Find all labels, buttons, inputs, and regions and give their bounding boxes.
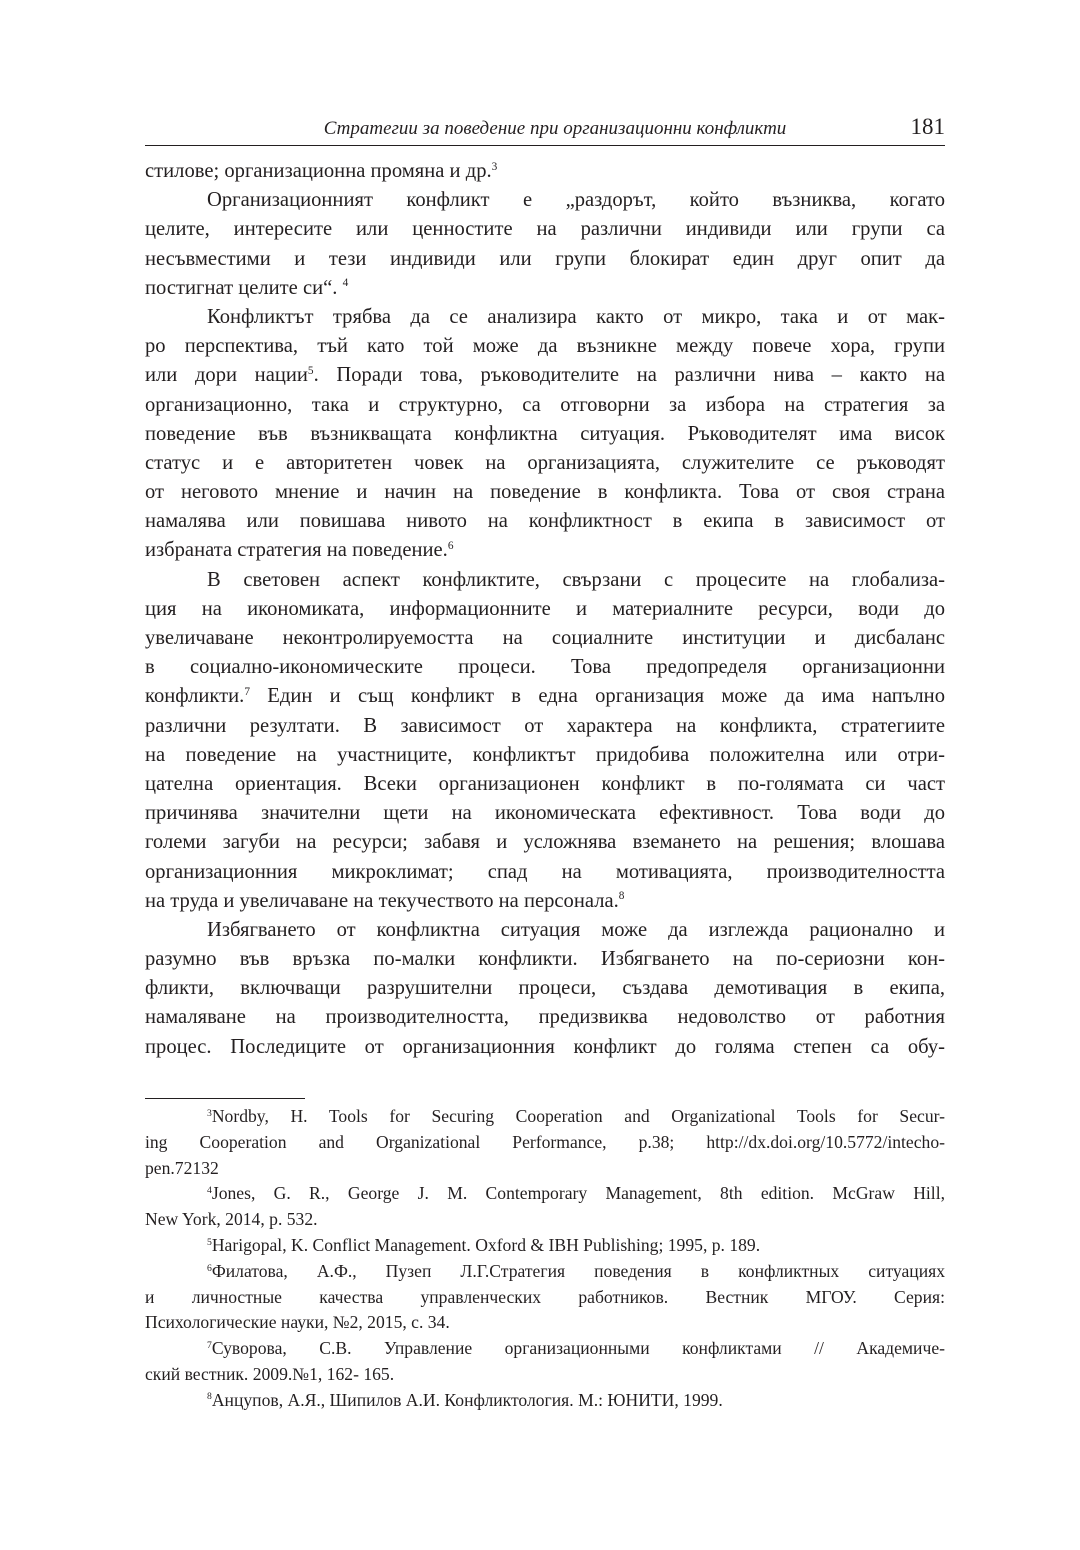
footnote-text: ский вестник. 2009.№1, 162- 165. — [145, 1363, 395, 1384]
body-line — [145, 303, 945, 332]
body-line — [145, 566, 945, 595]
line-text: Избягването от конфликтна ситуация може да изглежда рационално и — [207, 918, 945, 941]
footnote-line — [145, 1233, 945, 1259]
footnote-text: Суворова, С.В. Управление организационными конфликтами // Академиче- — [211, 1338, 945, 1359]
line-text: намалява или повишава нивото на конфликтност в екипа в зависимост от — [145, 510, 945, 533]
body-line — [145, 653, 945, 682]
footnote-text: Harigopal, K. Conflict Management. Oxford & IBH Publishing; 1995, p. 189. — [211, 1234, 761, 1255]
page-number: 181 — [910, 114, 945, 139]
footnote-text: Анцупов, А.Я., Шипилов А.И. Конфликтология. М.: ЮНИТИ, 1999. — [211, 1389, 723, 1410]
header-rule — [145, 145, 945, 146]
footnote-separator — [145, 1098, 305, 1099]
line-text: цателна ориентация. Всеки организационен конфликт в по-голямата си част — [145, 772, 945, 795]
running-title: Стратегии за поведение при организационни конфликти — [323, 118, 787, 139]
footnote-text: New York, 2014, p. 532. — [145, 1209, 318, 1230]
line-text: ро перспектива, тъй като той може да възникне между повече хора, групи — [145, 335, 945, 358]
footnote-number: 4 — [207, 1185, 212, 1197]
line-text: разумно във връзка по-малки конфликти. Избягването на по-сериозни кон- — [145, 948, 945, 971]
line-text: или дори нации — [145, 364, 308, 387]
line-text: на поведение на участниците, конфликтът придобива положителна или отри- — [145, 743, 945, 766]
body-line — [145, 799, 945, 828]
line-text: намаляване на производителността, предизвиква недоволство от работния — [145, 1006, 945, 1029]
footnote-text: Nordby, H. Tools for Securing Cooperation and Organizational Tools for Secur- — [211, 1106, 945, 1126]
body-line — [145, 478, 945, 507]
footnote-ref: 7 — [244, 686, 250, 699]
footnote-line — [145, 1156, 945, 1182]
footnote-line — [145, 1130, 945, 1156]
footnote-line — [145, 1362, 945, 1388]
footnote-ref: 6 — [447, 540, 454, 553]
line-text: организационния микроклимат; спад на мотивацията, производителността — [145, 860, 945, 883]
body-line — [145, 245, 945, 274]
footnote-line — [145, 1388, 945, 1414]
footnote-ref: 5 — [307, 364, 314, 377]
footnote-text: Jones, G. R., George J. M. Contemporary Management, 8th edition. McGraw Hill, — [211, 1183, 945, 1204]
body-line — [145, 361, 945, 390]
line-text-cont: . Поради това, ръководителите на различни нива – както на — [313, 364, 945, 387]
line-text: ция на икономиката, информационните и материалните ресурси, води до — [145, 597, 945, 620]
line-text: несъвместими и тези индивиди или групи блокират един друг опит да — [145, 247, 945, 270]
line-text: фликти, включващи разрушителни процеси, създава демотивация в екипа, — [145, 977, 945, 1000]
footnote-number: 5 — [207, 1236, 212, 1248]
footnote-text: Психологические науки, №2, 2015, с. 34. — [145, 1312, 450, 1333]
body-line — [145, 215, 945, 244]
body-line — [145, 624, 945, 653]
footnote-ref: 4 — [342, 277, 349, 290]
body-line — [145, 391, 945, 420]
body-line — [145, 712, 945, 741]
body-text — [145, 157, 945, 1062]
footnote-number: 3 — [207, 1107, 212, 1119]
line-text: статус и е авторитетен човек на организацията, служителите се ръководят — [145, 451, 945, 474]
line-text: конфликти. — [145, 685, 245, 708]
body-line — [145, 887, 945, 916]
line-text: избраната стратегия на поведение. — [145, 539, 448, 562]
footnote-line — [145, 1336, 945, 1362]
body-line — [145, 595, 945, 624]
line-text: процес. Последиците от организационния конфликт до голяма степен са обу- — [145, 1035, 945, 1058]
body-line — [145, 741, 945, 770]
body-line — [145, 974, 945, 1003]
body-line — [145, 449, 945, 478]
line-text: целите, интересите или ценностите на различни индивиди или групи са — [145, 218, 945, 241]
line-text: поведение във възникващата конфликтна ситуация. Ръководителят има висок — [145, 422, 945, 445]
footnote-line — [145, 1104, 945, 1130]
footnote-text: pen.72132 — [145, 1157, 219, 1178]
footnote-line — [145, 1285, 945, 1311]
body-line — [145, 1033, 945, 1062]
footnote-number: 6 — [207, 1262, 212, 1274]
body-line — [145, 682, 945, 711]
line-text: Организационният конфликт е „раздорът, който възниква, когато — [207, 189, 945, 212]
body-line — [145, 157, 945, 186]
line-text: постигнат целите си“. — [145, 276, 343, 299]
footnote-text: Филатова, А.Ф., Пузеп Л.Г.Стратегия поведения в конфликтных ситуациях — [211, 1260, 945, 1281]
footnote-number: 8 — [207, 1391, 212, 1403]
body-line — [145, 916, 945, 945]
footnote-ref: 3 — [491, 160, 498, 173]
line-text-cont: Един и същ конфликт в една организация може да има напълно — [249, 685, 945, 708]
line-text: причинява значителни щети на икономическата ефективност. Това води до — [145, 802, 945, 825]
footnote-line — [145, 1259, 945, 1285]
line-text: увеличаване неконтролируемостта на социалните институции и дисбаланс — [145, 627, 945, 649]
body-line — [145, 536, 945, 565]
body-line — [145, 186, 945, 215]
line-text: Конфликтът трябва да се анализира както от микро, така и от мак- — [207, 305, 945, 328]
footnotes — [145, 1104, 945, 1414]
footnote-ref: 8 — [618, 890, 625, 903]
footnote-line — [145, 1310, 945, 1336]
line-text: стилове; организационна промяна и др. — [145, 160, 492, 182]
footnote-line — [145, 1207, 945, 1233]
body-line — [145, 858, 945, 887]
footnote-text: ing Cooperation and Organizational Performance, p.38; http://dx.doi.org/10.5772/intecho- — [145, 1131, 945, 1152]
footnote-number: 7 — [207, 1339, 212, 1351]
line-text: големи загуби на ресурси; забавя и усложнява вземането на решения; влошава — [145, 831, 945, 854]
footnote-text: и личностные качества управленческих работников. Вестник МГОУ. Серия: — [145, 1286, 945, 1307]
body-line — [145, 274, 945, 303]
line-text: различни резултати. В зависимост от характера на конфликта, стратегиите — [145, 714, 945, 737]
body-line — [145, 945, 945, 974]
body-line — [145, 828, 945, 857]
body-line — [145, 770, 945, 799]
body-line — [145, 1003, 945, 1032]
line-text: от неговото мнение и начин на поведение в конфликта. Това от своя страна — [145, 481, 945, 504]
body-line — [145, 420, 945, 449]
line-text: в социално-икономическите процеси. Това предопределя организационни — [145, 656, 945, 679]
line-text: организационно, така и структурно, са отговорни за избора на стратегия за — [145, 393, 945, 416]
body-line — [145, 507, 945, 536]
running-header — [145, 114, 945, 144]
line-text: В световен аспект конфликтите, свързани с процесите на глобализа- — [207, 568, 945, 591]
footnote-line — [145, 1181, 945, 1207]
line-text: на труда и увеличаване на текучеството на персонала. — [145, 889, 619, 912]
body-line — [145, 332, 945, 361]
